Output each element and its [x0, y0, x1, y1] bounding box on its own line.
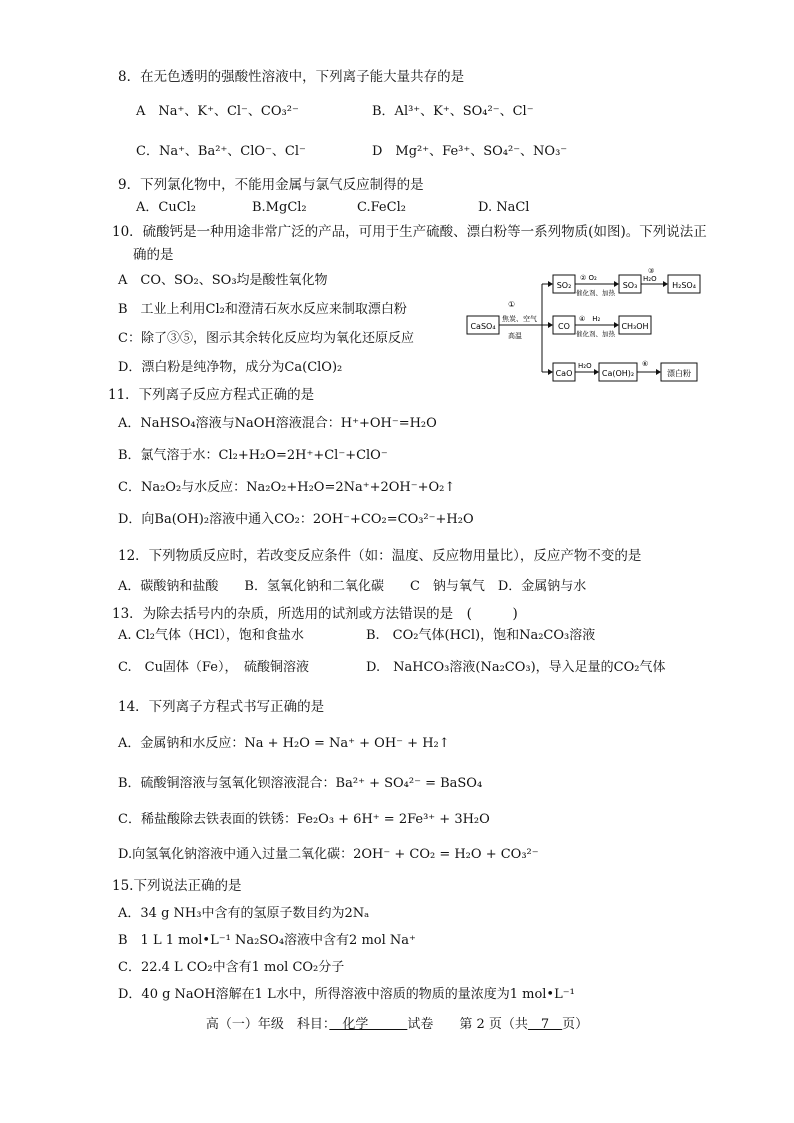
q8-option-c: C．Na⁺、Ba²⁺、ClO⁻、Cl⁻	[136, 144, 306, 159]
q11-option-d: D．向Ba(OH)₂溶液中通入CO₂：2OH⁻+CO₂=CO₃²⁻+H₂O	[118, 512, 474, 527]
footer-grade: 高（一）年级 科目：	[205, 1017, 330, 1032]
arrow-head-so2	[548, 281, 553, 287]
arrow-head-ch3oh	[614, 322, 619, 328]
footer-subject: 化学	[329, 1017, 408, 1032]
step5-reagent: H₂O	[578, 362, 592, 370]
step6-label: ⑥	[642, 360, 649, 368]
caoh2-label: Ca(OH)₂	[601, 369, 635, 378]
q13-stem: 13．为除去括号内的杂质，所选用的试剂或方法错误的是 ( )	[112, 606, 518, 622]
q10-option-a: A CO、SO₂、SO₃均是酸性氧化物	[118, 273, 328, 288]
q8-option-a: A Na⁺、K⁺、Cl⁻、CO₃²⁻	[136, 104, 299, 119]
caso4-label: CaSO₄	[470, 322, 496, 331]
step2-label: ② O₂	[580, 274, 597, 282]
step4-label: ④ H₂	[579, 315, 601, 323]
arrow-head-co	[548, 322, 553, 328]
q13-option-b: B. CO₂气体(HCl)，饱和Na₂CO₃溶液	[366, 628, 596, 643]
bleach-label: 漂白粉	[667, 369, 691, 378]
step4-condition: 催化剂、加热	[576, 330, 615, 338]
q15-option-c: C．22.4 L CO₂中含有1 mol CO₂分子	[118, 960, 345, 975]
arrow-head-so3	[614, 281, 619, 287]
arrow-head-bleach	[656, 369, 661, 375]
q9-option-b: B.MgCl₂	[252, 200, 307, 215]
arrow-head-h2so4	[663, 281, 668, 287]
q9-option-c: C.FeCl₂	[357, 200, 406, 215]
q11-option-c: C．Na₂O₂与水反应：Na₂O₂+H₂O=2Na⁺+2OH⁻+O₂↑	[118, 480, 456, 495]
q12-options: A．碳酸钠和盐酸 B．氢氧化钠和二氧化碳 C 钠与氧气 D．金属钠与水	[118, 579, 587, 594]
h2so4-label: H₂SO₄	[672, 281, 696, 290]
q10-stem-line1: 10．硫酸钙是一种用途非常广泛的产品，可用于生产硫酸、漂白粉等一系列物质(如图)。下列说法正	[112, 224, 707, 240]
page-footer	[0, 1013, 794, 1032]
q11-option-a: A．NaHSO₄溶液与NaOH溶液混合：H⁺+OH⁻=H₂O	[118, 416, 437, 431]
q10-option-c: C：除了③⑤，图示其余转化反应均为氧化还原反应	[118, 331, 414, 346]
ch3oh-label: CH₃OH	[621, 322, 649, 331]
q15-option-a: A．34 g NH₃中含有的氢原子数目约为2Nₐ	[118, 906, 370, 921]
footer-end: 页）	[562, 1017, 589, 1032]
step3-label: ③	[648, 268, 655, 275]
q9-stem: 9．下列氯化物中，不能用金属与氯气反应制得的是	[118, 177, 424, 193]
q14-option-c: C．稀盐酸除去铁表面的铁锈：Fe₂O₃ + 6H⁺ = 2Fe³⁺ + 3H₂O	[118, 812, 490, 827]
so3-label: SO₃	[622, 281, 638, 290]
q10-option-d: D．漂白粉是纯净物，成分为Ca(ClO)₂	[118, 360, 343, 375]
step2-condition: 催化剂、加热	[576, 289, 615, 297]
q14-stem: 14．下列离子方程式书写正确的是	[118, 699, 325, 715]
q14-option-d: D.向氢氧化钠溶液中通入过量二氧化碳：2OH⁻ + CO₂ = H₂O + CO₃²⁻	[118, 847, 539, 862]
cao-label: CaO	[555, 369, 573, 378]
step1-label: ①	[508, 300, 516, 309]
q10-option-b: B 工业上利用Cl₂和澄清石灰水反应来制取漂白粉	[118, 302, 407, 317]
q8-stem: 8．在无色透明的强酸性溶液中，下列离子能大量共存的是	[118, 69, 465, 85]
q9-option-d: D. NaCl	[478, 200, 530, 215]
q14-option-b: B．硫酸铜溶液与氢氧化钡溶液混合：Ba²⁺ + SO₄²⁻ = BaSO₄	[118, 776, 483, 791]
q15-option-b: B 1 L 1 mol•L⁻¹ Na₂SO₄溶液中含有2 mol Na⁺	[118, 933, 416, 948]
q8-option-b: B．Al³⁺、K⁺、SO₄²⁻、Cl⁻	[372, 104, 534, 119]
q13-option-d: D. NaHCO₃溶液(Na₂CO₃)，导入足量的CO₂气体	[366, 660, 666, 675]
arrow-head-cao	[548, 369, 553, 375]
footer-total-pages: 7	[527, 1017, 563, 1032]
q15-option-d: D．40 g NaOH溶解在1 L水中，所得溶液中溶质的物质的量浓度为1 mol•L⁻¹	[118, 987, 575, 1002]
q8-option-d: D Mg²⁺、Fe³⁺、SO₄²⁻、NO₃⁻	[372, 144, 568, 159]
so2-label: SO₂	[556, 281, 572, 290]
step3-reagent: H₂O	[643, 275, 657, 283]
q11-option-b: B．氯气溶于水：Cl₂+H₂O=2H⁺+Cl⁻+ClO⁻	[118, 448, 388, 463]
q9-option-a: A．CuCl₂	[136, 200, 197, 215]
step1-condition2: 高温	[508, 332, 522, 340]
q15-stem: 15.下列说法正确的是	[112, 878, 242, 894]
q11-stem: 11．下列离子反应方程式正确的是	[108, 387, 315, 403]
q12-stem: 12．下列物质反应时，若改变反应条件（如：温度、反应物用量比），反应产物不变的是	[118, 548, 642, 564]
q13-option-a: A. Cl₂气体（HCl），饱和食盐水	[118, 628, 304, 643]
footer-exam: 试卷 第 2 页（共	[407, 1017, 528, 1032]
co-label: CO	[558, 322, 570, 331]
caso4-flow-diagram	[462, 268, 712, 386]
step1-condition1: 焦炭、空气	[502, 315, 537, 323]
q10-stem-line2: 确的是	[133, 247, 174, 263]
q13-option-c: C. Cu固体（Fe）， 硫酸铜溶液	[118, 660, 309, 675]
arrow-head-caoh2	[594, 369, 599, 375]
q14-option-a: A．金属钠和水反应：Na + H₂O = Na⁺ + OH⁻ + H₂↑	[118, 736, 450, 751]
